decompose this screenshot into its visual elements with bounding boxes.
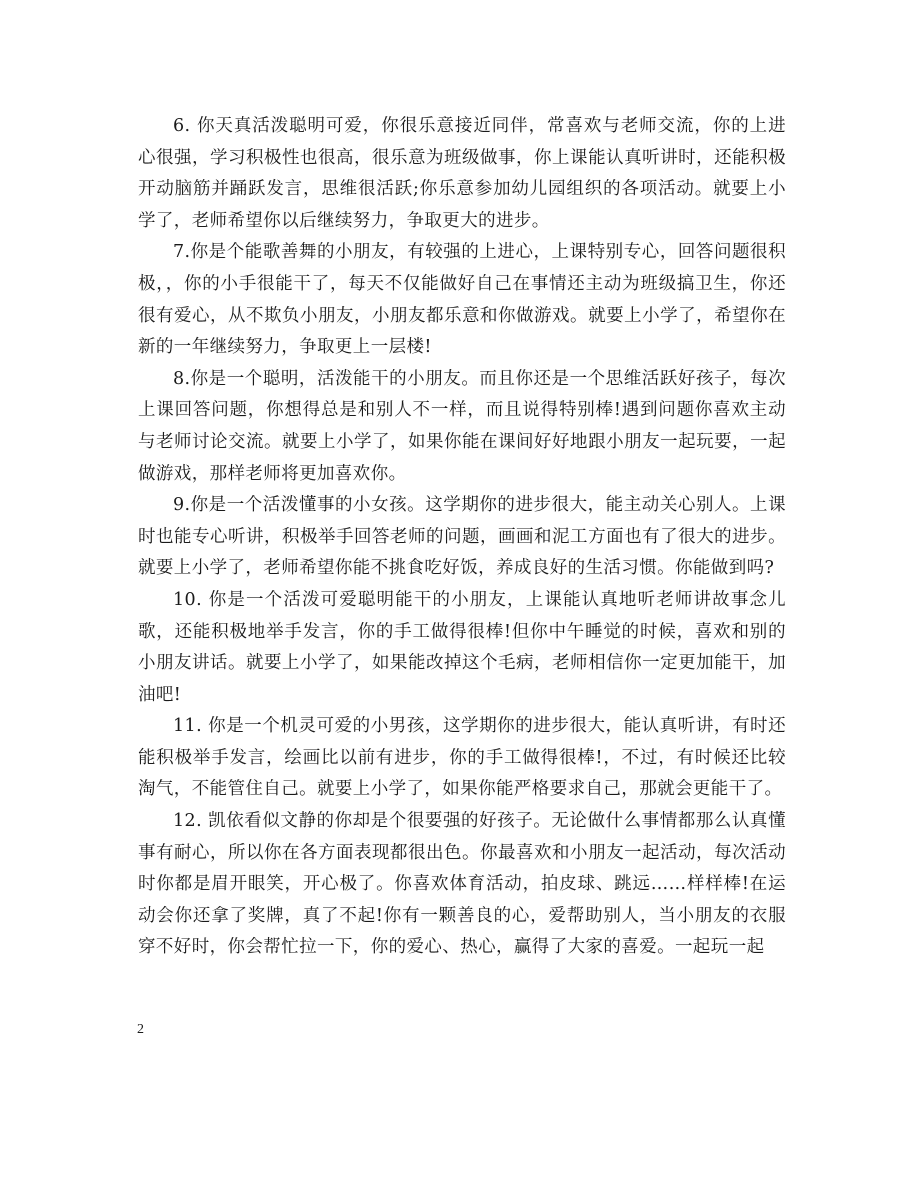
paragraph-10: 10. 你是一个活泼可爱聪明能干的小朋友，上课能认真地听老师讲故事念儿歌，还能积极地举手发言，你的手工做得很棒!但你中午睡觉的时候，喜欢和别的小朋友讲话。就要上小学了，如果能改掉这个毛病，老师相信你一定更加能干，加油吧! [138,589,786,705]
paragraph-11: 11. 你是一个机灵可爱的小男孩，这学期你的进步很大，能认真听讲，有时还能积极举手发言，绘画比以前有进步，你的手工做得很棒!，不过，有时候还比较淘气，不能管住自己。就要上小学了，如果你能严格要求自己，那就会更能干了。 [138,716,786,800]
paragraph-6: 6. 你天真活泼聪明可爱，你很乐意接近同伴，常喜欢与老师交流，你的上进心很强，学习积极性也很高，很乐意为班级做事，你上课能认真听讲时，还能积极开动脑筋并踊跃发言，思维很活跃;你乐意参加幼儿园组织的各项活动。就要上小学了，老师希望你以后继续努力，争取更大的进步。 [138,116,786,231]
paragraph-7: 7.你是个能歌善舞的小朋友，有较强的上进心，上课特别专心，回答问题很积极，，你的小手很能干了，每天不仅能做好自己在事情还主动为班级搞卫生，你还很有爱心，从不欺负小朋友，小朋友都乐意和你做游戏。就要上小学了，希望你在新的一年继续努力，争取更上一层楼! [138,242,786,358]
paragraph-9: 9.你是一个活泼懂事的小女孩。这学期你的进步很大，能主动关心别人。上课时也能专心听讲，积极举手回答老师的问题，画画和泥工方面也有了很大的进步。就要上小学了，老师希望你能不挑食吃好饭，养成良好的生活习惯。你能做到吗? [138,495,786,579]
paragraph-12: 12. 凯依看似文静的你却是个很要强的好孩子。无论做什么事情都那么认真懂事有耐心，所以你在各方面表现都很出色。你最喜欢和小朋友一起活动，每次活动时你都是眉开眼笑，开心极了。你喜欢体育活动，拍皮球、跳远……样样棒!在运动会你还拿了奖牌，真了不起!你有一颗善良的心，爱帮助别人，当小朋友的衣服穿不好时，你会帮忙拉一下，你的爱心、热心，赢得了大家的喜爱。一起玩一起 [138,811,786,958]
document-body [138,111,786,964]
page-number: 2 [137,1022,144,1037]
paragraph-8: 8.你是一个聪明，活泼能干的小朋友。而且你还是一个思维活跃好孩子，每次上课回答问题，你想得总是和别人不一样，而且说得特别棒!遇到问题你喜欢主动与老师讨论交流。就要上小学了，如果你能在课间好好地跟小朋友一起玩要，一起做游戏，那样老师将更加喜欢你。 [138,368,786,484]
